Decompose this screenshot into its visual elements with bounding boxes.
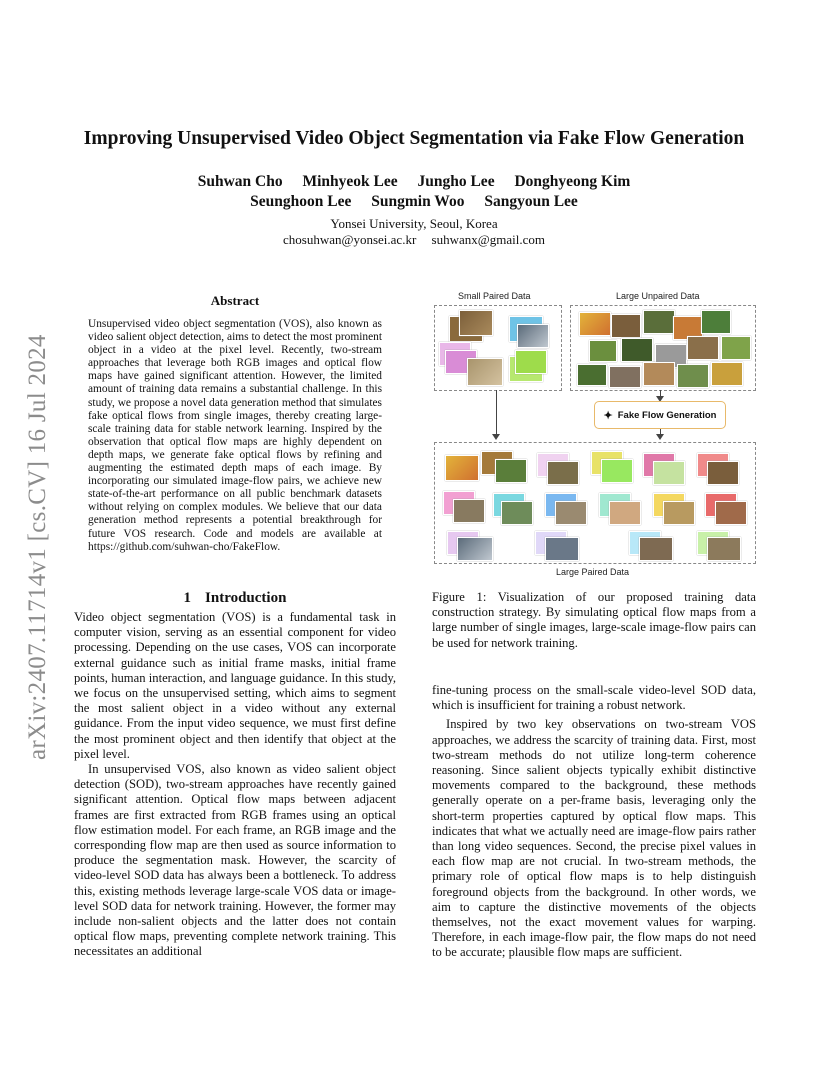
flow-thumbnail [653,461,685,485]
image-thumbnail [639,537,673,561]
image-thumbnail [555,501,587,525]
section-number: 1 [183,590,192,606]
label-large-unpaired-data: Large Unpaired Data [616,291,700,301]
author-line-1 [100,172,728,192]
image-thumbnail [609,366,641,388]
image-thumbnail [467,358,503,386]
paragraph: Video object segmentation (VOS) is a fundamental task in computer vision, serving as an essential component for video processing. Depending on the use cases, VOS can incorporate external guidance such as initial frame masks, initial frame points, human interaction, and language guidance. In this study, we focus on the unsupervised setting, which aims to segment the most salient object in a video without any external guidance. From the input video sequence, we must first define the most prominent object and then identify that object at the pixel level. [74,610,396,761]
author: Donghyeong Kim [514,173,631,190]
author-list [100,172,728,212]
image-thumbnail [687,336,719,360]
image-thumbnail [701,310,731,334]
magic-wand-icon: ✦ [603,409,613,422]
abstract-text: Unsupervised video object segmentation (VOS), also known as video salient object detection, aims to detect the most prominent object in a video at the pixel level. Recently, two-stream approaches that leverage both RGB images and optical flow maps have gained significant attention. However, the limited amount of training data remains a substantial challenge. In this study, we propose a novel data generation method that simulates fake optical flows from single images, thereby creating large-scale training data for stable network learning. Inspired by the observation that optical flow maps are highly dependent on depth maps, we generate fake optical flows by refining and augmenting the estimated depth maps of each image. By incorporating our simulated image-flow pairs, we achieve new state-of-the-art performance on all public benchmark datasets without relying on complex modules. We believe that our data generation method represents a potential breakthrough for future VOS research. Code and models are available at https://github.com/suhwan-cho/FakeFlow. [88,318,382,553]
flow-thumbnail [515,350,547,374]
small-paired-data-box [434,305,562,391]
author: Sangyoun Lee [484,193,578,210]
email[interactable]: suhwanx@gmail.com [431,232,545,247]
image-thumbnail [621,338,653,362]
image-thumbnail [643,362,675,386]
author: Suhwan Cho [197,173,283,190]
image-thumbnail [577,364,607,386]
section-title: Introduction [205,590,287,606]
image-thumbnail [495,459,527,483]
email[interactable]: chosuhwan@yonsei.ac.kr [283,232,417,247]
paragraph: In unsupervised VOS, also known as video salient object detection (SOD), two-stream approaches have recently gained significant attention. Optical flow maps between adjacent frames are first extracted from RGB frames using an optical flow estimation model. For each frame, an RGB image and the corresponding flow map are then used as source information to produce the segmentation mask. However, the scarcity of video-level SOD data has always been a bottleneck. To address this, existing methods leverage large-scale VOS data or image-level SOD data for network training. However, the former may include non-salient objects and the latter does not contain optical flow maps, preventing complete network training. This necessitates an additional [74,762,396,959]
arrow-head [492,434,500,440]
image-thumbnail [445,455,479,481]
section-heading [74,590,396,607]
arrow-head [656,434,664,440]
image-thumbnail [721,336,751,360]
paragraph: fine-tuning process on the small-scale video-level SOD data, which is insufficient for training a robust network. [432,683,756,713]
arxiv-stamp: arXiv:2407.11714v1 [cs.CV] 16 Jul 2024 [24,334,51,760]
image-thumbnail [457,537,493,561]
email-line [150,232,678,248]
affiliation-block [150,216,678,248]
image-thumbnail [545,537,579,561]
image-thumbnail [711,362,743,386]
fake-flow-generation-box [594,401,726,429]
image-thumbnail [643,310,675,334]
image-thumbnail [715,501,747,525]
flow-thumbnail [601,459,633,483]
label-large-paired-data: Large Paired Data [556,567,630,577]
image-thumbnail [501,501,533,525]
figure-caption: Figure 1: Visualization of our proposed training data construction strategy. By simulating optical flow maps from a large number of single images, large-scale image-flow pairs can be used for network training. [432,590,756,650]
image-thumbnail [707,537,741,561]
large-unpaired-data-box [570,305,756,391]
image-thumbnail [677,364,709,388]
image-thumbnail [459,310,493,336]
image-thumbnail [517,324,549,348]
author: Sungmin Woo [371,193,465,210]
author: Jungho Lee [417,173,495,190]
right-column-text [432,683,756,961]
fake-flow-generation-label: Fake Flow Generation [617,409,717,421]
large-paired-data-box [434,442,756,564]
affiliation: Yonsei University, Seoul, Korea [330,216,498,231]
image-thumbnail [579,312,611,336]
paragraph: Inspired by two key observations on two-stream VOS approaches, we address the scarcity of training data. First, most two-stream methods do not utilize long-term coherence reasoning. Since salient objects typically exhibit distinctive movements compared to the background, these methods generally operate on a per-frame basis, leveraging only the short-term properties captured by optical flow maps. This indicates that what we actually need are image-flow pairs rather than long video sequences. Second, the precise pixel values in each flow map are not crucial. In two-stream methods, the primary role of optical flow maps is to help distinguish foreground objects from the background. In other words, we aim to capture the distinctive movements of the objects themselves, not the exact movement values for warping. Therefore, in each image-flow pair, the flow maps do not need to be accurate; plausible flow maps are sufficient. [432,717,756,960]
image-thumbnail [611,314,641,338]
image-thumbnail [589,340,617,362]
author: Seunghoon Lee [250,193,352,210]
image-thumbnail [663,501,695,525]
arrow-line [496,390,497,434]
author-line-2 [100,192,728,212]
abstract-heading: Abstract [210,293,260,308]
paper-title: Improving Unsupervised Video Object Segmentation via Fake Flow Generation [83,128,745,149]
image-thumbnail [547,461,579,485]
image-thumbnail [707,461,739,485]
label-small-paired-data: Small Paired Data [458,291,531,301]
left-column-text [74,610,396,960]
image-thumbnail [453,499,485,523]
author: Minhyeok Lee [302,173,398,190]
figure-1 [430,286,756,582]
image-thumbnail [609,501,641,525]
